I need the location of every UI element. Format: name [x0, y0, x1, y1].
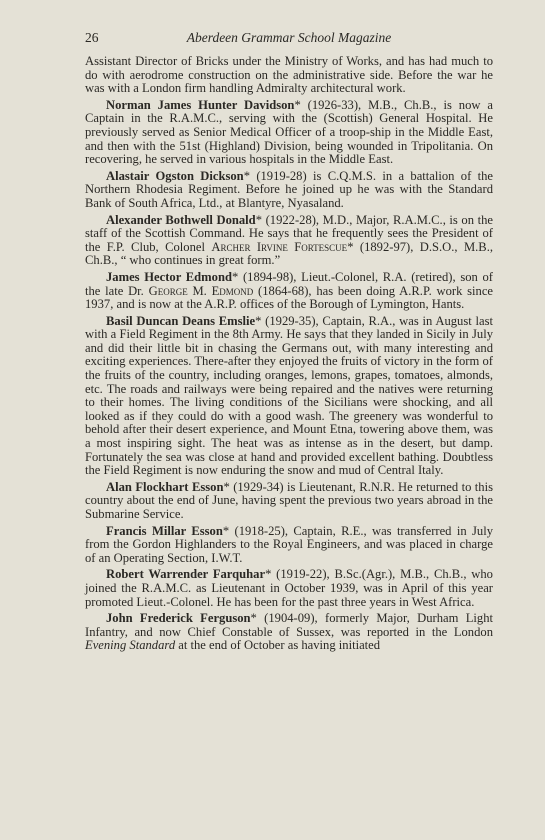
- person-name: Francis Millar Esson: [106, 523, 223, 538]
- person-name: Basil Duncan Deans Emslie: [106, 313, 256, 328]
- page-number: 26: [85, 30, 99, 45]
- person-name: John Frederick Ferguson: [106, 611, 251, 626]
- entry-alan-esson: [85, 481, 493, 522]
- entry-text: * (1922-28), M.D., Major, R.A.M.C., is on the staff of the Scottish Command. He says that he frequently sees the President of the F.P. Club, Colonel: [85, 212, 493, 254]
- entry-text: * (1918-25), Captain, R.E., was transferred in July from the Gordon Highlanders to the Royal Engineers, and was placed in charge of an Operating Section, I.W.T.: [85, 523, 493, 565]
- person-name: Alastair Ogston Dickson: [106, 168, 244, 183]
- referenced-name: Archer Irvine Fortescue: [211, 239, 348, 254]
- entry-text: * (1926-33), M.B., Ch.B., is now a Captain in the R.A.M.C., serving with the (Scottish) General Hospital. He previously served as Senior Medical Officer of a troop-ship in the Middle East, and then with the 51st (Highland) Division, being wounded in Tripolitania. On recovering, he served in various hospitals in the Middle East.: [85, 97, 493, 167]
- running-title: Aberdeen Grammar School Magazine: [186, 30, 392, 45]
- entry-dickson: [85, 170, 493, 211]
- entry-text: * (1919-22), B.Sc.(Agr.), M.B., Ch.B., who joined the R.A.M.C. as Lieutenant in October 1939, was in April of this year promoted Lieut.-Colonel. He has been for the past three years in West Africa.: [85, 567, 493, 609]
- referenced-name: George M. Edmond: [148, 283, 254, 298]
- entry-text: * (1904-09), formerly Major, Durham Light Infantry, and now Chief Constable of Sussex, was reported in the London: [85, 611, 493, 639]
- entry-donald: [85, 214, 493, 268]
- entry-francis-esson: [85, 525, 493, 566]
- paragraph-continuation: Assistant Director of Bricks under the Ministry of Works, and has had much to do with aerodrome construction on the administrative side. Before the war he was with a London firm handling Admiralty architectural work.: [85, 54, 493, 96]
- entry-text-cont: at the end of October as having initiated: [175, 638, 381, 653]
- newspaper-title: Evening Standard: [85, 638, 176, 653]
- person-name: Norman James Hunter Davidson: [106, 97, 295, 112]
- article-body: [85, 55, 493, 656]
- entry-davidson: [85, 99, 493, 167]
- person-name: Robert Warrender Farquhar: [106, 567, 266, 582]
- entry-text-cont: * (1892-97), D.S.O., M.B., Ch.B., “ who continues in great form.”: [85, 239, 493, 268]
- entry-emslie: [85, 315, 493, 478]
- page-header: [85, 30, 493, 48]
- entry-text: * (1919-28) is C.Q.M.S. in a battalion of the Northern Rhodesia Regiment. Before he joined up he was with the Standard Bank of South Africa, Ltd., at Blantyre, Nyasaland.: [85, 168, 493, 210]
- entry-text: * (1894-98), Lieut.-Colonel, R.A. (retired), son of the late Dr.: [85, 269, 493, 298]
- entry-ferguson: [85, 612, 493, 653]
- entry-edmond: [85, 271, 493, 312]
- person-name: Alan Flockhart Esson: [106, 479, 224, 494]
- person-name: James Hector Edmond: [106, 269, 232, 284]
- entry-farquhar: [85, 568, 493, 609]
- person-name: Alexander Bothwell Donald: [106, 212, 256, 227]
- entry-text-cont: (1864-68), has been doing A.R.P. work since 1937, and is now at the A.R.P. offices of the Borough of Lymington, Hants.: [85, 283, 494, 312]
- entry-text: * (1929-35), Captain, R.A., was in August last with a Field Regiment in the 8th Army. He says that they landed in Sicily in July and did their little bit in chasing the Germans out, with many interesting and exciting experiences. There-after they enjoyed the fruits of victory in the form of the fruits of the country, including oranges, lemons, grapes, tomatoes, almonds, etc. The roads and railways were being repaired and the natives were returning to their homes. The living conditions of the Sicilians were shocking, and all looked as if they could do with a good wash. The greenery was wonderful to behold after their desert experience, and Mount Etna, towering above them, was a most inspiring sight. The heat was as intense as in the desert, but damp. Fortunately the sea was close at hand and provided excellent bathing. Doubtless the Field Regiment is now enduring the snow and mud of Central Italy.: [85, 313, 493, 478]
- entry-text: * (1929-34) is Lieutenant, R.N.R. He returned to this country about the end of June, having spent the previous two years abroad in the Submarine Service.: [85, 479, 493, 521]
